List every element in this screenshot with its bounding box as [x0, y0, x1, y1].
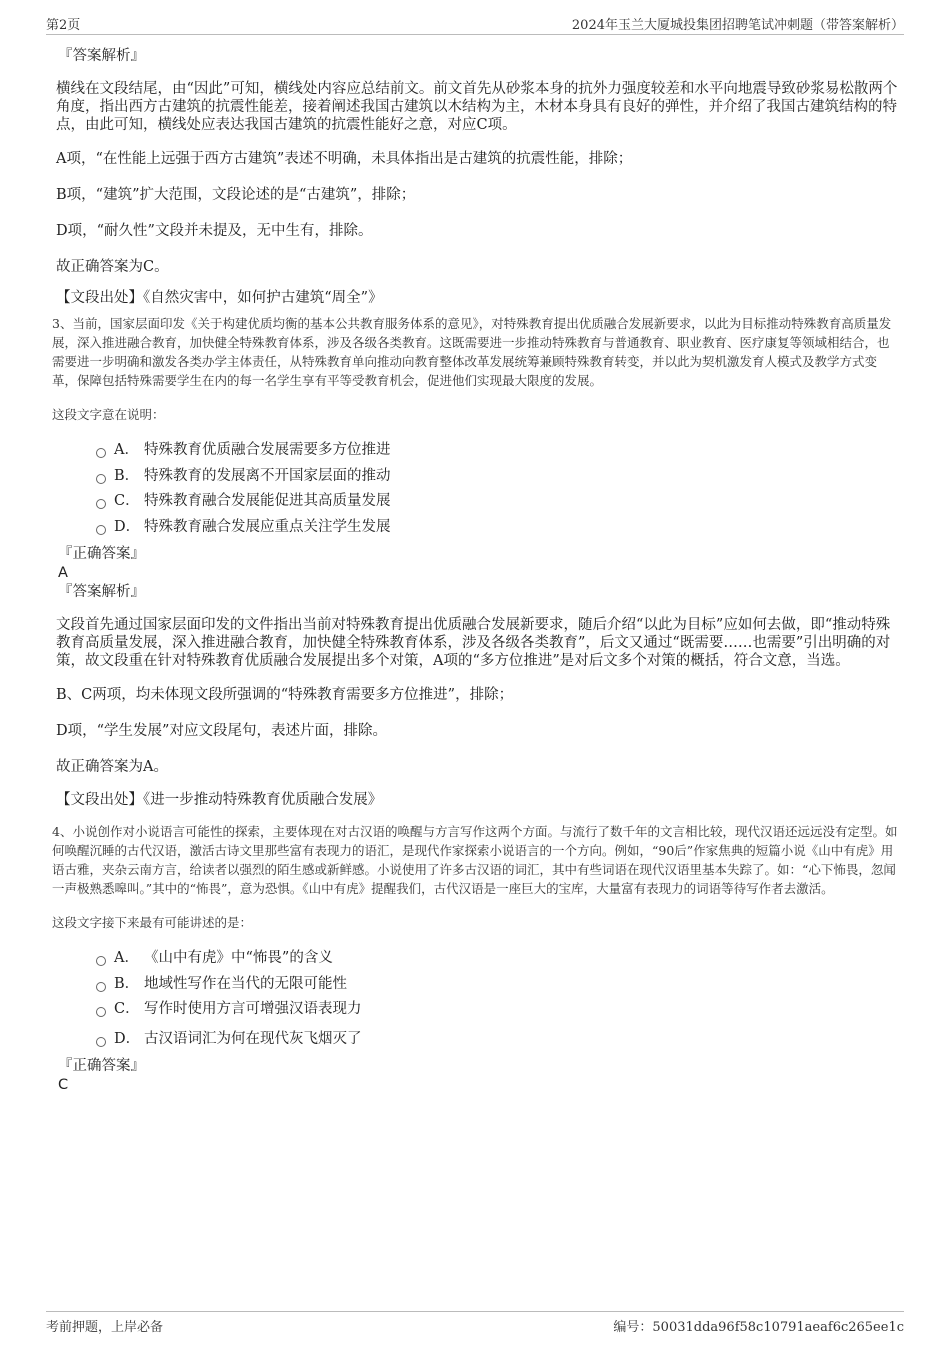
- correct-answer: C: [58, 1077, 69, 1093]
- analysis-paragraph: 横线在文段结尾，由“因此”可知，横线处内容应总结前文。前文首先从砂浆本身的抗外力强度较差和水平向地震导致砂浆易松散两个角度，指出西方古建筑的抗震性能差，接着阐述我国古建筑以木结构为主，木材本身具有良好的弹性，并介绍了我国古建筑结构的特点，由此可知，横线处应表达我国古建筑的抗震性能好之意，对应C项。: [56, 81, 898, 133]
- radio-button-icon[interactable]: [96, 448, 106, 458]
- option-letter: A．: [114, 442, 139, 458]
- passage-source: 【文段出处】《自然灾害中，如何护古建筑“周全”》: [56, 290, 383, 306]
- radio-button-icon[interactable]: [96, 499, 106, 509]
- option-letter: B．: [114, 467, 140, 484]
- option-letter: C．: [114, 493, 140, 509]
- page-header: [46, 12, 904, 35]
- option-text: 特殊教育融合发展能促进其高质量发展: [144, 493, 391, 509]
- analysis-heading: 『答案解析』: [58, 48, 145, 64]
- option-letter: D．: [114, 1030, 141, 1047]
- question-4-text: 4、小说创作对小说语言可能性的探索，主要体现在对古汉语的唤醒与方言写作这两个方面。与流行了数千年的文言相比较，现代汉语还远远没有定型。如何唤醒沉睡的古代汉语，激活古诗文里那些富有表现力的语汇，是现代作家探索小说语言的一个方向。例如，“90后”作家焦典的短篇小说《山中有虎》用语古雅，夹杂云南方言，给读者以强烈的陌生感或新鲜感。小说使用了许多古汉语的词汇，其中有些词语在现代汉语里基本失踪了。如：“心下怖畏，忽闻一声极熟悉嗥叫。”其中的“怖畏”，意为恐惧。《山中有虎》提醒我们，古代汉语是一座巨大的宝库，大量富有表现力的词语等待写作者去激活。: [52, 824, 898, 896]
- analysis-paragraph: A项，“在性能上远强于西方古建筑”表述不明确，未具体指出是古建筑的抗震性能，排除；: [56, 151, 633, 167]
- option-text: 特殊教育优质融合发展需要多方位推进: [144, 442, 391, 458]
- radio-button-icon[interactable]: [96, 982, 106, 992]
- passage-source: 【文段出处】《进一步推动特殊教育优质融合发展》: [56, 792, 383, 808]
- question-3-options: [96, 438, 900, 540]
- correct-answer: A: [58, 565, 68, 581]
- analysis-paragraph: D项，“耐久性”文段并未提及，无中生有，排除。: [56, 223, 373, 239]
- analysis-paragraph: D项，“学生发展”对应文段尾句，表述片面，排除。: [56, 723, 387, 739]
- radio-button-icon[interactable]: [96, 956, 106, 966]
- option-letter: A．: [114, 950, 139, 966]
- question-4-options: [96, 946, 900, 1052]
- question-3-text: 3、当前，国家层面印发《关于构建优质均衡的基本公共教育服务体系的意见》，对特殊教育提出优质融合发展新要求，以此为目标推动特殊教育高质量发展，深入推进融合教育，加快健全特殊教育体系，涉及各级各类教育。这既需要进一步推动特殊教育与普通教育、职业教育、医疗康复等领域相结合，也需要进一步明确和激发各类办学主体责任，从特殊教育单向推动向教育整体改革发展统筹兼顾特殊教育转变，并以此为契机激发育人模式及教学方式变革，保障包括特殊需要学生在内的每一名学生享有平等受教育机会，促进他们实现最大限度的发展。: [52, 316, 892, 388]
- analysis-heading: 『答案解析』: [58, 584, 145, 600]
- analysis-conclusion: 故正确答案为C。: [56, 259, 169, 275]
- option-d[interactable]: [96, 1027, 900, 1053]
- analysis-paragraph: B、C两项，均未体现文段所强调的“特殊教育需要多方位推进”，排除；: [56, 687, 514, 703]
- document-title: 2024年玉兰大厦城投集团招聘笔试冲刺题（带答案解析）: [571, 18, 904, 33]
- option-b[interactable]: [96, 972, 900, 998]
- option-text: 古汉语词汇为何在现代灰飞烟灭了: [144, 1030, 362, 1047]
- option-d[interactable]: [96, 515, 900, 541]
- page-content: [52, 46, 900, 1094]
- option-letter: D．: [114, 518, 141, 535]
- option-a[interactable]: [96, 946, 900, 972]
- question-4-prompt: 这段文字接下来最有可能讲述的是：: [52, 915, 253, 930]
- option-b[interactable]: [96, 464, 900, 490]
- option-text: 地域性写作在当代的无限可能性: [144, 975, 347, 992]
- radio-button-icon[interactable]: [96, 474, 106, 484]
- option-letter: C．: [114, 1001, 140, 1017]
- option-c[interactable]: [96, 997, 900, 1023]
- analysis-conclusion: 故正确答案为A。: [56, 759, 168, 775]
- option-text: 特殊教育的发展离不开国家层面的推动: [144, 467, 391, 484]
- option-text: 写作时使用方言可增强汉语表现力: [144, 1001, 362, 1017]
- analysis-paragraph: 文段首先通过国家层面印发的文件指出当前对特殊教育提出优质融合发展新要求，随后介绍“以此为目标”应如何去做，即“推动特殊教育高质量发展，深入推进融合教育，加快健全特殊教育体系，涉及各级各类教育”，后文又通过“既需要……也需要”引出明确的对策，故文段重在针对特殊教育优质融合发展提出多个对策，A项的“多方位推进”是对后文多个对策的概括，符合文意，当选。: [56, 617, 891, 669]
- option-text: 《山中有虎》中“怖畏”的含义: [144, 950, 333, 966]
- answer-heading: 『正确答案』: [58, 1058, 145, 1074]
- analysis-paragraph: B项，“建筑”扩大范围，文段论述的是“古建筑”，排除；: [56, 187, 416, 203]
- radio-button-icon[interactable]: [96, 1037, 106, 1047]
- question-3-prompt: 这段文字意在说明：: [52, 407, 165, 422]
- footer-slogan: 考前押题，上岸必备: [46, 1320, 164, 1335]
- radio-button-icon[interactable]: [96, 525, 106, 535]
- option-c[interactable]: [96, 489, 900, 515]
- radio-button-icon[interactable]: [96, 1007, 106, 1017]
- option-letter: B．: [114, 975, 140, 992]
- answer-heading: 『正确答案』: [58, 546, 145, 562]
- page-footer: [46, 1311, 904, 1334]
- document-serial: 编号：50031dda96f58c10791aeaf6c265ee1c: [613, 1320, 904, 1335]
- option-a[interactable]: [96, 438, 900, 464]
- option-text: 特殊教育融合发展应重点关注学生发展: [144, 518, 391, 535]
- page-number: 第2页: [46, 18, 81, 33]
